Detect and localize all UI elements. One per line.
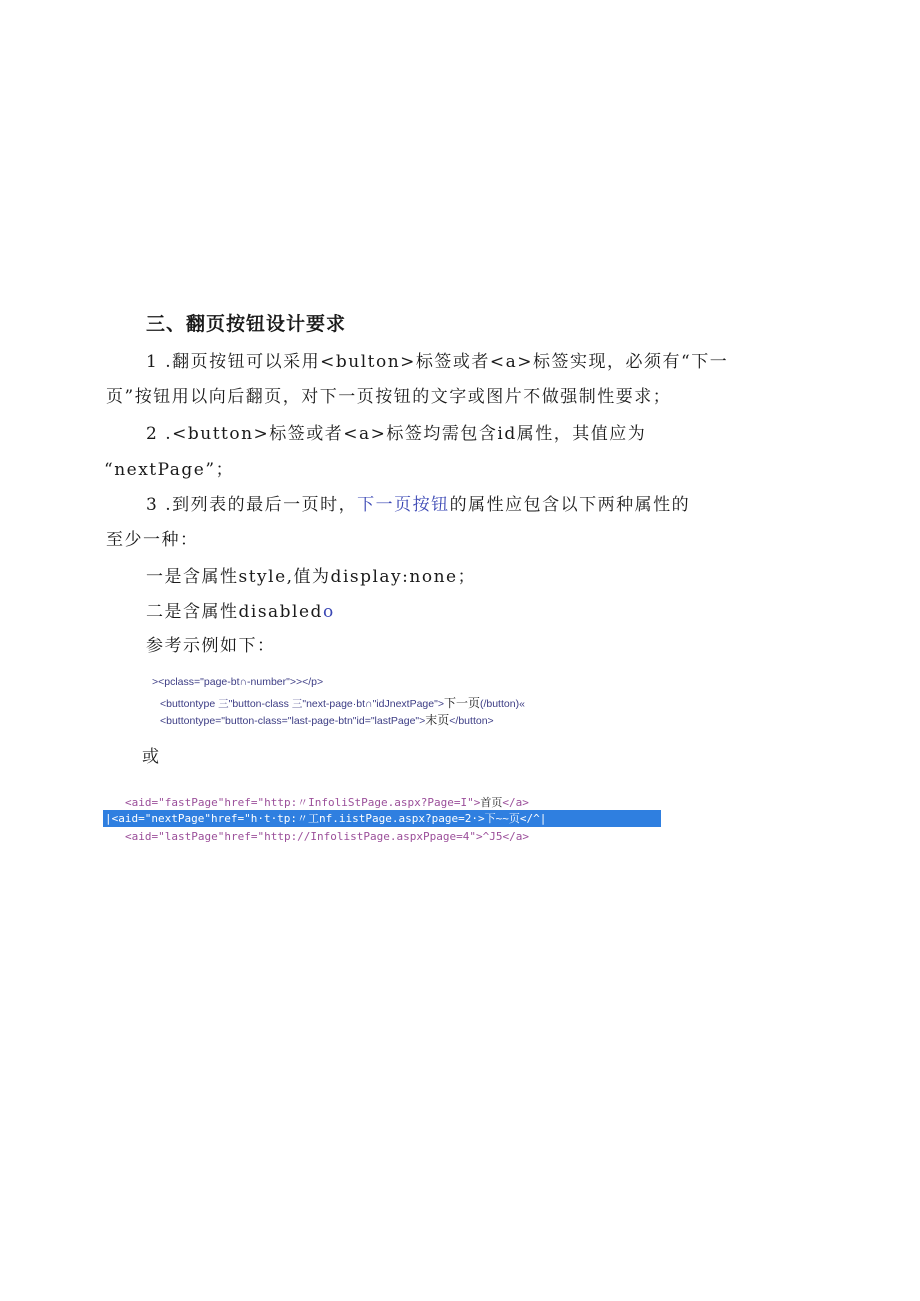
rule-3-prefix: 3 .到列表的最后一页时， — [146, 495, 358, 515]
link-example-1-code: <aid="fastPage"href="http:〃InfoliStPage.aspx?Page=I"> — [125, 796, 481, 809]
button-example-3-tail: </button> — [449, 715, 494, 727]
rule-3-suffix: 的属性应包含以下两种属性的 — [449, 495, 691, 515]
option-1: 一是含属性style,值为display:none； — [146, 567, 477, 587]
rule-1-line-1: 1 .翻页按钮可以采用<bulton>标签或者<a>标签实现，必须有“下一 — [146, 352, 729, 372]
link-example-1-tail: <∕a> — [502, 796, 529, 809]
section-heading: 三、翻页按钮设计要求 — [146, 313, 347, 335]
link-example-line-3: <aid="lastPage"href="http://InfolistPage.aspxPpage=4">^J5<∕a> — [125, 830, 529, 843]
option-2-prefix: 二是含属性disabled — [146, 602, 323, 622]
button-example-2-text: 下一页 — [443, 696, 480, 710]
rule-3-highlight: 下一页按钮 — [357, 495, 450, 515]
link-example-1-text: 首页 — [480, 796, 503, 809]
button-example-3-code: <buttontype="button-class="last-page-btn"id="lastPage"> — [160, 715, 426, 727]
button-example-2-code: <buttontype 三"button-class 三"next-page·bt∩"idJnextPage"> — [160, 698, 444, 710]
rule-1-line-2: 页”按钮用以向后翻页，对下一页按钮的文字或图片不做强制性要求； — [106, 387, 672, 407]
rule-2-line-1: 2 .<button>标签或者<a>标签均需包含id属性，其值应为 — [146, 424, 647, 444]
button-example-line-2 — [160, 694, 525, 711]
rule-3-line-1 — [146, 490, 690, 515]
button-example-line-3 — [160, 711, 494, 728]
option-2-suffix: o — [322, 602, 335, 622]
rule-3-line-2: 至少一种： — [106, 530, 199, 550]
button-example-line-1: ><pclass="page-bt∩-number">></p> — [152, 676, 324, 688]
or-label: 或 — [142, 747, 161, 767]
link-example-line-2-selected: |<aid="nextPage"href="h·t·tp:〃工nf.iistPage.aspx?page=2·>下~~页</^| — [103, 810, 661, 827]
reference-label: 参考示例如下： — [146, 636, 276, 656]
rule-2-line-2: “nextPage”； — [104, 460, 235, 480]
button-example-2-tail: (/button)« — [479, 698, 525, 710]
link-example-line-1 — [125, 794, 529, 810]
option-2 — [146, 597, 335, 622]
button-example-3-text: 末页 — [425, 713, 450, 727]
